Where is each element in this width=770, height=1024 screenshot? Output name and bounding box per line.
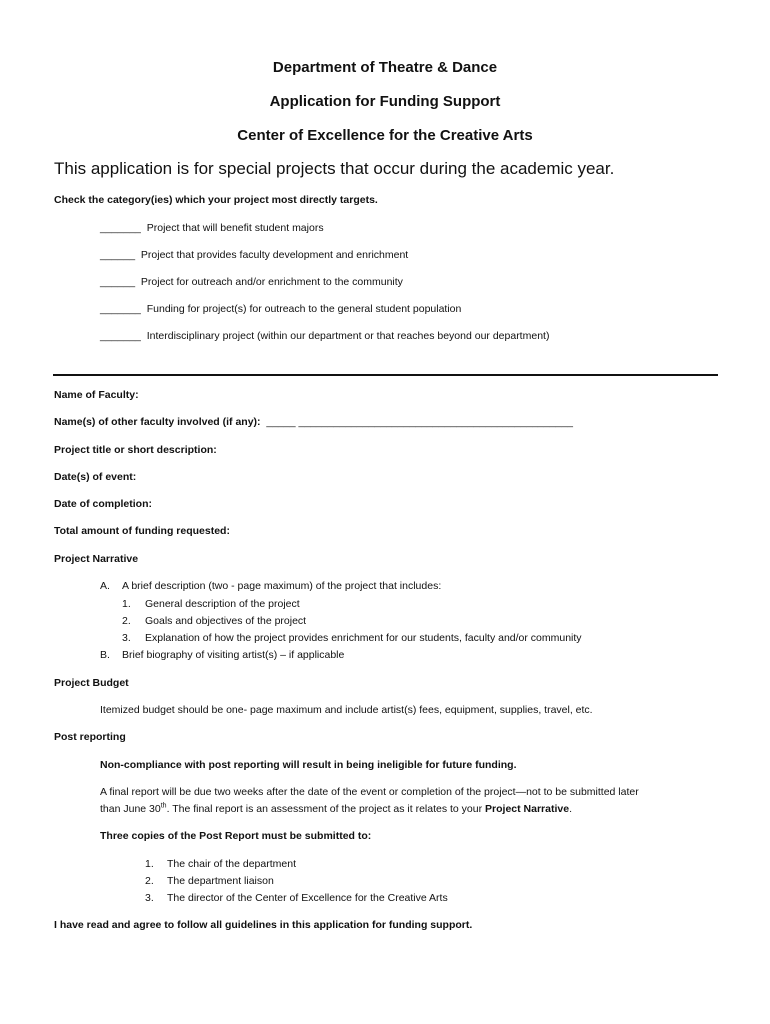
category-label: Project for outreach and/or enrichment to the community [140,276,403,288]
narrative-sub-number: 3. [122,632,131,644]
narrative-sub-number: 2. [122,615,131,627]
final-report-text: than June 30 [100,803,161,815]
other-faculty-label: Name(s) of other faculty involved (if any): [54,416,261,428]
budget-heading: Project Budget [54,677,129,689]
category-label: Project that provides faculty development and enrichment [140,249,409,261]
intro-text: This application is for special projects that occur during the academic year. [54,159,615,178]
application-title: Application for Funding Support [269,93,501,110]
final-report-line-2 [100,803,572,815]
center-title: Center of Excellence for the Creative Arts [237,127,533,144]
recipient-text: The department liaison [167,875,274,887]
other-faculty-field [54,416,573,428]
copies-heading: Three copies of the Post Report must be submitted to: [100,830,372,842]
category-label: Funding for project(s) for outreach to the general student population [146,303,462,315]
funding-amount-label: Total amount of funding requested: [54,525,230,537]
category-blank[interactable]: _______ [100,222,141,234]
department-title: Department of Theatre & Dance [272,59,498,76]
narrative-b-text: Brief biography of visiting artist(s) – if applicable [122,649,345,661]
narrative-sub-number: 1. [122,598,131,610]
category-item[interactable] [100,303,461,315]
final-report-line-1: A final report will be due two weeks after the date of the event or completion of the project—not to be submitted later [100,786,639,798]
post-reporting-heading: Post reporting [54,731,126,743]
project-narrative-ref: Project Narrative [485,803,570,815]
compliance-warning: Non-compliance with post reporting will result in being ineligible for future funding. [100,759,517,771]
final-report-text: . [569,803,572,815]
narrative-sub-text: General description of the project [145,598,300,610]
category-label: Interdisciplinary project (within our department or that reaches beyond our department) [146,330,550,342]
narrative-sub-text: Explanation of how the project provides enrichment for our students, faculty and/or community [145,632,582,644]
completion-date-label: Date of completion: [54,498,153,510]
narrative-b-marker: B. [100,649,110,661]
category-item[interactable] [100,222,324,234]
narrative-a-marker: A. [100,580,110,592]
recipient-text: The director of the Center of Excellence for the Creative Arts [167,892,448,904]
category-label: Project that will benefit student majors [146,222,324,234]
category-item[interactable] [100,276,403,288]
category-blank[interactable]: ______ [100,249,136,261]
budget-text: Itemized budget should be one- page maximum and include artist(s) fees, equipment, supplies, travel, etc. [100,704,593,716]
narrative-heading: Project Narrative [54,553,139,565]
category-blank[interactable]: _______ [100,303,141,315]
project-title-label: Project title or short description: [54,444,217,456]
recipient-number: 2. [145,875,154,887]
category-heading: Check the category(ies) which your project most directly targets. [54,194,378,206]
ordinal-suffix: th [160,802,167,810]
faculty-field-label: Name of Faculty: [54,389,139,401]
category-blank[interactable]: ______ [100,276,136,288]
recipient-number: 1. [145,858,154,870]
category-item[interactable] [100,249,408,261]
narrative-a-text: A brief description (two - page maximum) of the project that includes: [122,580,442,592]
agreement-statement: I have read and agree to follow all guidelines in this application for funding support. [54,919,473,931]
category-item[interactable] [100,330,549,342]
event-dates-label: Date(s) of event: [54,471,137,483]
recipient-text: The chair of the department [167,858,296,870]
final-report-text: . The final report is an assessment of the project as it relates to your [166,803,486,815]
section-divider [53,374,718,376]
other-faculty-blank[interactable]: _____ _______________________________________________ [266,416,573,428]
recipient-number: 3. [145,892,154,904]
category-blank[interactable]: _______ [100,330,141,342]
narrative-sub-text: Goals and objectives of the project [145,615,307,627]
